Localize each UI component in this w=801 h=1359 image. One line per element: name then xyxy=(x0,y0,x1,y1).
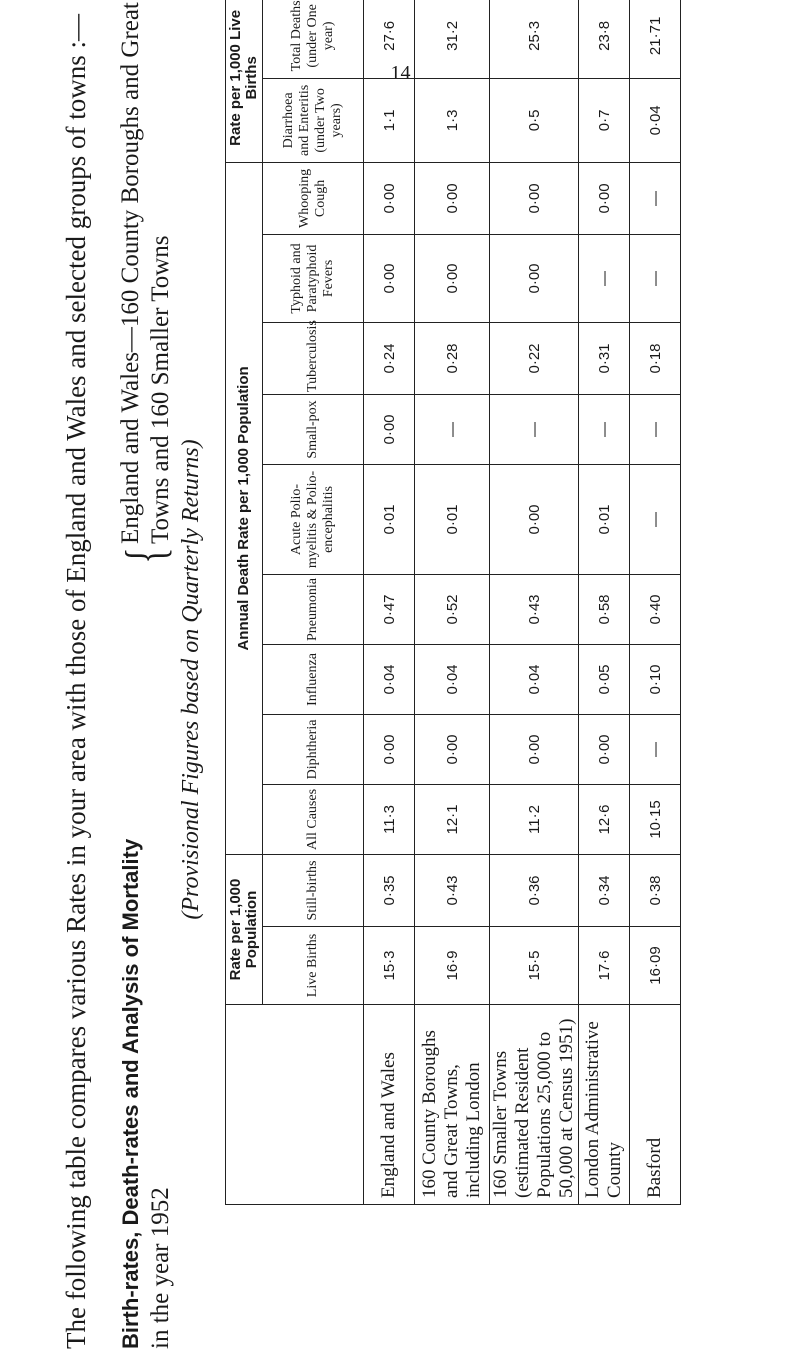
cell: 17·6 xyxy=(579,927,630,1005)
cell: 0·00 xyxy=(579,714,630,784)
cell: 0·01 xyxy=(579,464,630,574)
group-header-population-rate: Rate per 1,000 Population xyxy=(226,854,263,1004)
cell: 15·5 xyxy=(490,927,579,1005)
cell: 0·28 xyxy=(415,322,490,394)
cell: — xyxy=(579,394,630,464)
cell: 0·00 xyxy=(415,234,490,322)
column-header: Live Births xyxy=(263,927,364,1005)
cell: 0·5 xyxy=(490,78,579,162)
cell: 0·04 xyxy=(364,644,415,714)
cell: 0·22 xyxy=(490,322,579,394)
column-header: Small-pox xyxy=(263,394,364,464)
column-header: Diphtheria xyxy=(263,714,364,784)
cell: 0·00 xyxy=(364,394,415,464)
row-label: England and Wales xyxy=(364,1005,415,1205)
cell: 0·00 xyxy=(490,714,579,784)
cell: 23·8 xyxy=(579,0,630,78)
cell: 0·00 xyxy=(364,162,415,234)
cell: 0·00 xyxy=(490,162,579,234)
row-label: 160 Smaller Towns (estimated Resident Populations 25,000 to 50,000 at Census 1951) xyxy=(490,1005,579,1205)
heading-comparison-line2: Towns and 160 Smaller Towns xyxy=(147,235,174,544)
cell: 21·71 xyxy=(630,0,681,78)
row-label: London Administrative County xyxy=(579,1005,630,1205)
cell: — xyxy=(579,234,630,322)
cell: 0·34 xyxy=(579,854,630,926)
column-header: Typhoid and Paratyphoid Fevers xyxy=(263,234,364,322)
cell: 0·04 xyxy=(415,644,490,714)
cell: 0·52 xyxy=(415,574,490,644)
cell: 12·6 xyxy=(579,784,630,854)
cell: 0·04 xyxy=(490,644,579,714)
column-header: Tuberculosis xyxy=(263,322,364,394)
cell: 27·6 xyxy=(364,0,415,78)
heading-year: in the year 1952 xyxy=(147,1187,174,1349)
cell: 16·9 xyxy=(415,927,490,1005)
cell: 15·3 xyxy=(364,927,415,1005)
cell: 12·1 xyxy=(415,784,490,854)
cell: 0·00 xyxy=(490,464,579,574)
column-header: Pneumonia xyxy=(263,574,364,644)
cell: — xyxy=(630,464,681,574)
cell: 0·00 xyxy=(490,234,579,322)
cell: 0·43 xyxy=(415,854,490,926)
cell: 0·00 xyxy=(415,162,490,234)
cell: 0·00 xyxy=(415,714,490,784)
cell: — xyxy=(490,394,579,464)
group-header-death-rate: Annual Death Rate per 1,000 Population xyxy=(226,162,263,854)
column-header: Influenza xyxy=(263,644,364,714)
cell: 0·38 xyxy=(630,854,681,926)
table-heading xyxy=(116,839,176,1349)
cell: 0·04 xyxy=(630,78,681,162)
cell: 0·01 xyxy=(364,464,415,574)
cell: 0·58 xyxy=(579,574,630,644)
row-label: Basford xyxy=(630,1005,681,1205)
table-row xyxy=(415,0,490,1205)
row-label-header xyxy=(226,1005,364,1205)
column-header: Diarrhoea and Enteritis (under Two years) xyxy=(263,78,364,162)
cell: — xyxy=(630,162,681,234)
row-label: 160 County Boroughs and Great Towns, including London xyxy=(415,1005,490,1205)
cell: — xyxy=(630,714,681,784)
cell: 10·15 xyxy=(630,784,681,854)
cell: 31·2 xyxy=(415,0,490,78)
cell: 11·3 xyxy=(364,784,415,854)
cell: 0·00 xyxy=(364,234,415,322)
cell: 0·00 xyxy=(364,714,415,784)
table-row xyxy=(630,0,681,1205)
cell: 0·18 xyxy=(630,322,681,394)
cell: — xyxy=(630,234,681,322)
cell: — xyxy=(630,394,681,464)
cell: 0·35 xyxy=(364,854,415,926)
cell: 0·36 xyxy=(490,854,579,926)
column-header: Total Deaths (under One year) xyxy=(263,0,364,78)
brace-icon: { xyxy=(115,547,177,564)
column-header: Still-births xyxy=(263,854,364,926)
column-header: Whooping Cough xyxy=(263,162,364,234)
cell: 0·05 xyxy=(579,644,630,714)
cell: 0·31 xyxy=(579,322,630,394)
provisional-note: (Provisional Figures based on Quarterly Returns) xyxy=(178,439,204,920)
cell: 16·09 xyxy=(630,927,681,1005)
cell: — xyxy=(415,394,490,464)
cell: 11·2 xyxy=(490,784,579,854)
cell: 0·43 xyxy=(490,574,579,644)
intro-text: The following table compares various Rates in your area with those of England and Wales and selected groups of towns :— xyxy=(61,14,91,1349)
cell: 0·47 xyxy=(364,574,415,644)
cell: 0·01 xyxy=(415,464,490,574)
cell: 0·24 xyxy=(364,322,415,394)
cell: 0·40 xyxy=(630,574,681,644)
heading-comparison xyxy=(116,2,176,544)
cell: 0·10 xyxy=(630,644,681,714)
heading-bold: Birth-rates, Death-rates and Analysis of Mortality xyxy=(118,838,143,1349)
cell: 0·7 xyxy=(579,78,630,162)
cell: 1·1 xyxy=(364,78,415,162)
table-row xyxy=(364,0,415,1205)
column-header: Acute Polio-myelitis & Polio-encephalitis xyxy=(263,464,364,574)
column-header: All Causes xyxy=(263,784,364,854)
rates-table xyxy=(225,0,681,1205)
heading-comparison-line1: England and Wales—160 County Boroughs and Great xyxy=(117,2,144,544)
cell: 25·3 xyxy=(490,0,579,78)
table-row xyxy=(579,0,630,1205)
page-number: 14 xyxy=(390,62,411,84)
cell: 1·3 xyxy=(415,78,490,162)
group-header-births-rate: Rate per 1,000 Live Births xyxy=(226,0,263,162)
cell: 0·00 xyxy=(579,162,630,234)
table-row xyxy=(490,0,579,1205)
